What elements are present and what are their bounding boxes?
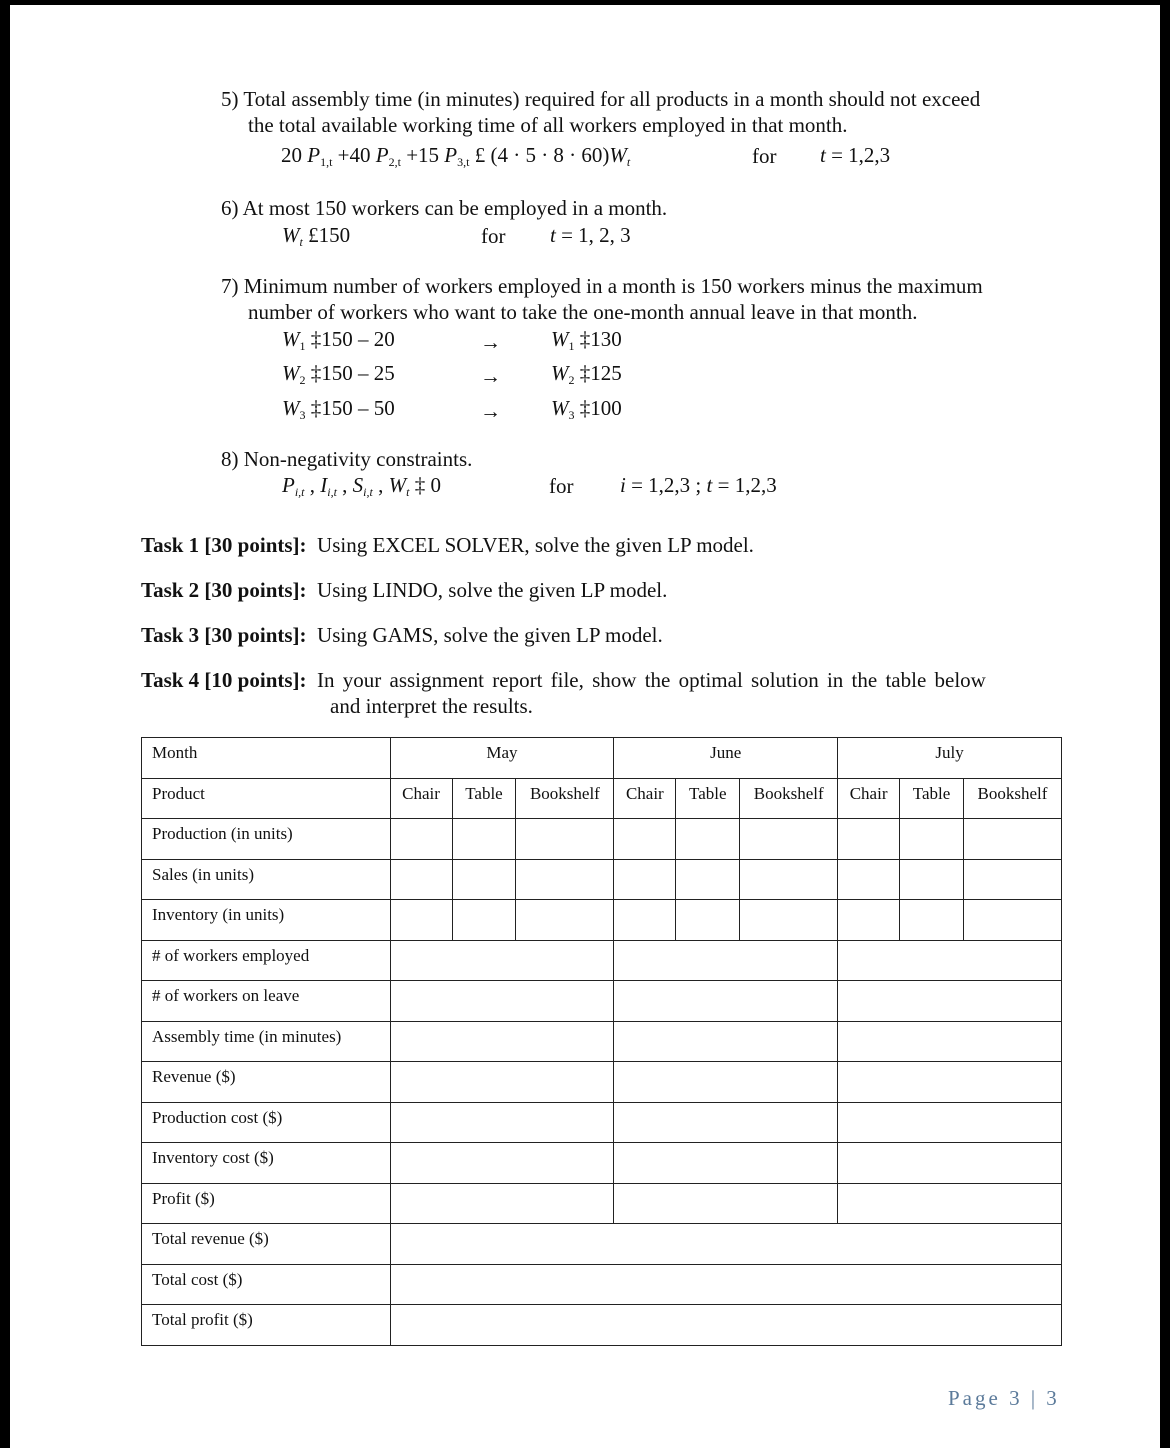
table-row [142,1224,1062,1265]
input-cell[interactable] [516,819,614,860]
table-row [142,1305,1062,1346]
document-page [10,5,1160,1448]
arrow-icon: → [480,399,501,423]
input-cell[interactable] [964,859,1062,900]
input-cell[interactable] [390,819,452,860]
row-label: Assembly time (in minutes) [142,1021,391,1062]
input-cell[interactable] [390,1062,614,1103]
input-cell[interactable] [740,819,838,860]
input-cell[interactable] [516,859,614,900]
table-row [142,900,1062,941]
input-cell[interactable] [838,819,900,860]
table-row [142,1062,1062,1103]
input-cell[interactable] [838,1062,1062,1103]
month-may: May [390,738,614,779]
input-cell[interactable] [390,1264,1061,1305]
constraint-5-for: for [752,144,777,168]
table-row [142,1021,1062,1062]
row-label: Revenue ($) [142,1062,391,1103]
constraint-8-for: for [549,474,574,498]
input-cell[interactable] [740,859,838,900]
input-cell[interactable] [838,1102,1062,1143]
constraint-7-row1-rhs: $W_1$ ‡130 [551,327,622,353]
row-label: # of workers employed [142,940,391,981]
input-cell[interactable] [390,1224,1061,1265]
row-label: Production cost ($) [142,1102,391,1143]
page-number: Page 3 | 3 [948,1386,1060,1410]
input-cell[interactable] [838,940,1062,981]
constraint-6-line1: 6) At most 150 workers can be employed in a month. [221,196,668,220]
constraint-6-for: for [481,224,506,248]
arrow-icon: → [480,364,501,388]
table-row [142,940,1062,981]
product-table: Table [676,778,740,819]
row-label: Production (in units) [142,819,391,860]
input-cell[interactable] [838,981,1062,1022]
table-row [142,1143,1062,1184]
table-row [142,1183,1062,1224]
product-table: Table [452,778,516,819]
constraint-7-row2-rhs: $W_2$ ‡125 [551,361,622,387]
constraint-5-range: t = 1,2,3 [820,143,891,167]
table-row [142,778,1062,819]
constraint-6-range: t = 1, 2, 3 [550,223,631,247]
product-chair: Chair [614,778,676,819]
constraint-7-row1-lhs: $W_1$ ‡150 – 20 [282,327,395,353]
table-row [142,738,1062,779]
task-2: Task 2 [30 points]: Using LINDO, solve the given LP model. [141,578,668,602]
input-cell[interactable] [390,1183,614,1224]
input-cell[interactable] [900,819,964,860]
row-label: Inventory (in units) [142,900,391,941]
input-cell[interactable] [390,981,614,1022]
input-cell[interactable] [838,859,900,900]
input-cell[interactable] [614,859,676,900]
table-row [142,1264,1062,1305]
input-cell[interactable] [964,900,1062,941]
input-cell[interactable] [452,900,516,941]
row-label: Total revenue ($) [142,1224,391,1265]
input-cell[interactable] [390,859,452,900]
product-table: Table [900,778,964,819]
input-cell[interactable] [452,859,516,900]
input-cell[interactable] [516,900,614,941]
input-cell[interactable] [390,1305,1061,1346]
row-label: Sales (in units) [142,859,391,900]
constraint-7-line1: 7) Minimum number of workers employed in a month is 150 workers minus the maximum [221,274,983,298]
constraint-5-line1: 5) Total assembly time (in minutes) required for all products in a month should not exceed [221,87,981,111]
constraint-7-line2: number of workers who want to take the one-month annual leave in that month. [248,300,918,324]
table-row [142,859,1062,900]
task-4-line2: and interpret the results. [330,694,533,718]
input-cell[interactable] [614,819,676,860]
constraint-8-line1: 8) Non-negativity constraints. [221,447,473,471]
input-cell[interactable] [390,940,614,981]
input-cell[interactable] [614,1021,838,1062]
input-cell[interactable] [676,900,740,941]
input-cell[interactable] [740,900,838,941]
input-cell[interactable] [390,1143,614,1184]
month-june: June [614,738,838,779]
row-label: Inventory cost ($) [142,1143,391,1184]
row-label: # of workers on leave [142,981,391,1022]
table-row [142,1102,1062,1143]
input-cell[interactable] [676,859,740,900]
product-header: Product [142,778,391,819]
input-cell[interactable] [614,1143,838,1184]
input-cell[interactable] [614,900,676,941]
input-cell[interactable] [390,1021,614,1062]
input-cell[interactable] [390,1102,614,1143]
constraint-7-row3-lhs: $W_3$ ‡150 – 50 [282,396,395,422]
input-cell[interactable] [838,1143,1062,1184]
table-row [142,819,1062,860]
input-cell[interactable] [614,981,838,1022]
constraint-8-formula: $P_{i,t}$ , $I_{i,t}$ , $S_{i,t}$ , $W_t$ ‡ 0 [282,473,441,499]
row-label: Profit ($) [142,1183,391,1224]
product-bookshelf: Bookshelf [740,778,838,819]
input-cell[interactable] [676,819,740,860]
product-chair: Chair [390,778,452,819]
constraint-7-row2-lhs: $W_2$ ‡150 – 25 [282,361,395,387]
constraint-5-formula: 20 $P_{1,t} +40$ $P_{2,t} +15$ $P_{3,t}$ £ $(4 \cdot 5 \cdot 8 \cdot 60)W_t$ [281,143,631,169]
input-cell[interactable] [900,900,964,941]
product-bookshelf: Bookshelf [516,778,614,819]
input-cell[interactable] [614,1062,838,1103]
row-label: Total cost ($) [142,1264,391,1305]
input-cell[interactable] [964,819,1062,860]
constraint-6-formula: $W_t$ £150 [282,223,351,249]
input-cell[interactable] [390,900,452,941]
input-cell[interactable] [614,940,838,981]
product-bookshelf: Bookshelf [964,778,1062,819]
constraint-5-line2: the total available working time of all workers employed in that month. [248,113,848,137]
product-chair: Chair [838,778,900,819]
table-row [142,981,1062,1022]
input-cell[interactable] [900,859,964,900]
row-label: Total profit ($) [142,1305,391,1346]
arrow-icon: → [480,330,501,354]
input-cell[interactable] [452,819,516,860]
input-cell[interactable] [614,1183,838,1224]
task-3: Task 3 [30 points]: Using GAMS, solve the given LP model. [141,623,663,647]
task-4: Task 4 [10 points]: In your assignment report file, show the optimal solution in the table below [141,668,986,692]
input-cell[interactable] [614,1102,838,1143]
constraint-7-row3-rhs: $W_3$ ‡100 [551,396,622,422]
input-cell[interactable] [838,900,900,941]
task-1: Task 1 [30 points]: Using EXCEL SOLVER, solve the given LP model. [141,533,754,557]
month-july: July [838,738,1062,779]
month-header: Month [142,738,391,779]
solution-table [141,737,1062,1346]
input-cell[interactable] [838,1021,1062,1062]
input-cell[interactable] [838,1183,1062,1224]
constraint-8-range: i = 1,2,3 ; t = 1,2,3 [620,473,777,497]
